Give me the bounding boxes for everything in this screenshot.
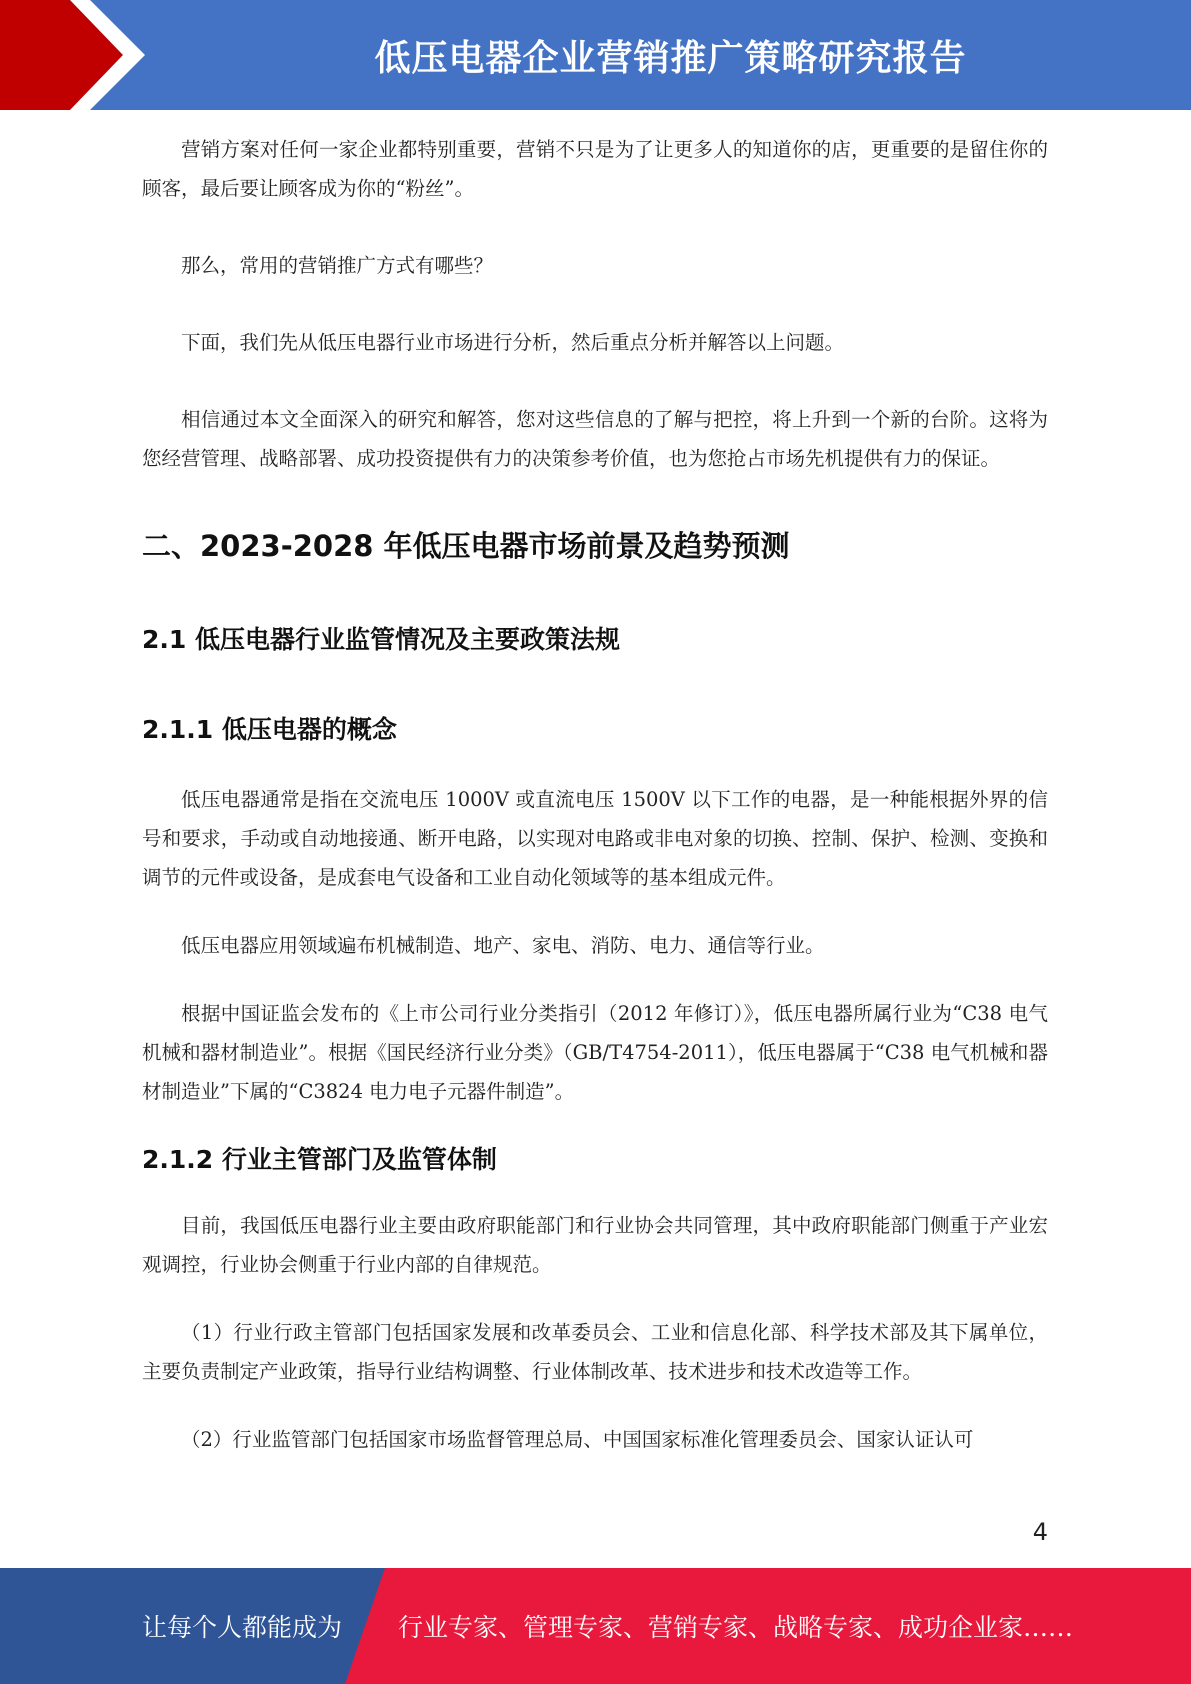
paragraph: 低压电器应用领域遍布机械制造、地产、家电、消防、电力、通信等行业。	[181, 934, 825, 957]
subsection-heading: 2.1 低压电器行业监管情况及主要政策法规	[142, 625, 620, 654]
footer-slogan-left: 让每个人都能成为	[142, 1613, 343, 1642]
paragraph: 低压电器通常是指在交流电压 1000V 或直流电压 1500V 以下工作的电器，是一种能根据外界的信号和要求，手动或自动地接通、断开电路，以实现对电路或非电对象的切换、控制、保护、检测、变换和调节的元件或设备，是成套电气设备和工业自动化领域等的基本组成元件。	[142, 788, 1048, 889]
page-number: 4	[1032, 1518, 1048, 1546]
document-title: 低压电器企业营销推广策略研究报告	[374, 37, 967, 79]
header-arrow-decoration	[0, 0, 160, 110]
page-footer	[0, 1568, 1191, 1684]
page-header	[0, 0, 1191, 110]
document-body	[142, 130, 1048, 1459]
subsubsection-heading: 2.1.2 行业主管部门及监管体制	[142, 1145, 497, 1174]
paragraph: 相信通过本文全面深入的研究和解答，您对这些信息的了解与把控，将上升到一个新的台阶。这将为您经营管理、战略部署、成功投资提供有力的决策参考价值，也为您抢占市场先机提供有力的保证。	[142, 408, 1048, 470]
paragraph: 那么，常用的营销推广方式有哪些？	[181, 254, 494, 277]
section-heading: 二、2023-2028 年低压电器市场前景及趋势预测	[142, 529, 790, 563]
subsubsection-heading: 2.1.1 低压电器的概念	[142, 715, 397, 744]
paragraph: （1）行业行政主管部门包括国家发展和改革委员会、工业和信息化部、科学技术部及其下属单位，主要负责制定产业政策，指导行业结构调整、行业体制改革、技术进步和技术改造等工作。	[142, 1321, 1048, 1383]
footer-slogan-right: 行业专家、管理专家、营销专家、战略专家、成功企业家……	[398, 1613, 1074, 1642]
paragraph: 营销方案对任何一家企业都特别重要，营销不只是为了让更多人的知道你的店，更重要的是留住你的顾客，最后要让顾客成为你的“粉丝”。	[142, 138, 1048, 200]
paragraph: （2）行业监管部门包括国家市场监督管理总局、中国国家标准化管理委员会、国家认证认可	[181, 1428, 974, 1451]
paragraph: 下面，我们先从低压电器行业市场进行分析，然后重点分析并解答以上问题。	[181, 331, 845, 354]
paragraph: 目前，我国低压电器行业主要由政府职能部门和行业协会共同管理，其中政府职能部门侧重于产业宏观调控，行业协会侧重于行业内部的自律规范。	[142, 1214, 1048, 1276]
paragraph: 根据中国证监会发布的《上市公司行业分类指引（2012 年修订）》，低压电器所属行业为“C38 电气机械和器材制造业”。根据《国民经济行业分类》（GB/T4754-2011），低压电器属于“C38 电气机械和器材制造业”下属的“C3824 电力电子元器件制造”。	[142, 1002, 1048, 1103]
